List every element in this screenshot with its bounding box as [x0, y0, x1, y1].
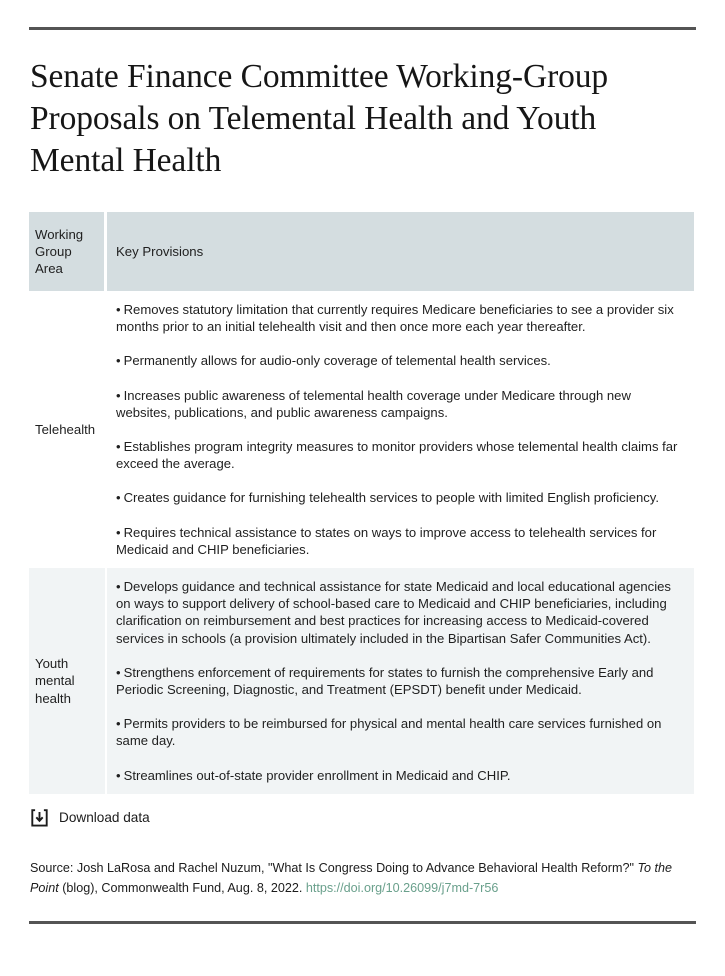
list-item — [116, 578, 682, 647]
bullet-glyph: • — [116, 579, 121, 595]
bullet-glyph: • — [116, 524, 121, 540]
list-item-text: Develops guidance and technical assistance for state Medicaid and local educational agencies on ways to support delivery of school-based care to Medicaid and CHIP beneficiaries, including clarification on reimbursement and best practices for increasing access to Medicaid-covered services in schools (a provision ultimately included in the Bipartisan Safer Communities Act). — [116, 579, 671, 646]
bottom-divider — [29, 921, 696, 924]
bullet-glyph: • — [116, 302, 121, 317]
bullet-glyph: • — [116, 387, 121, 403]
list-item — [116, 352, 682, 369]
page-title: Senate Finance Committee Working-Group Proposals on Telemental Health and Youth Mental Health — [30, 58, 609, 179]
bullet-glyph: • — [116, 439, 121, 455]
list-item — [116, 301, 682, 335]
table-body — [29, 291, 694, 794]
download-data-button[interactable] — [31, 809, 150, 827]
proposals-table — [29, 212, 694, 794]
list-item — [116, 524, 682, 558]
list-item — [116, 767, 682, 784]
bullet-glyph: • — [116, 716, 121, 732]
top-divider — [29, 27, 696, 30]
download-icon — [31, 809, 48, 827]
table-header-row — [29, 212, 694, 291]
list-item-text: Permits providers to be reimbursed for physical and mental health care services furnished on same day. — [116, 716, 662, 749]
list-item — [116, 387, 682, 421]
column-header-key-provisions: Key Provisions — [107, 212, 694, 291]
provision-list — [116, 301, 682, 558]
source-lead-text: Source: Josh LaRosa and Rachel Nuzum, "What Is Congress Doing to Advance Behavioral Health Reform?" — [30, 860, 638, 875]
article-figure — [0, 27, 725, 976]
download-data-label: Download data — [59, 809, 150, 825]
list-item-text: Strengthens enforcement of requirements for states to furnish the comprehensive Early and Periodic Screening, Diagnostic, and Treatment (EPSDT) benefit under Medicaid. — [116, 664, 654, 698]
list-item-text: Permanently allows for audio-only coverage of telemental health services. — [123, 353, 551, 369]
row-label-telehealth: Telehealth — [29, 291, 107, 568]
bullet-glyph: • — [116, 664, 121, 680]
list-item-text: Creates guidance for furnishing telehealth services to people with limited English proficiency. — [123, 490, 660, 506]
bullet-glyph: • — [116, 353, 121, 369]
source-middle-text: (blog), Commonwealth Fund, Aug. 8, 2022. — [58, 880, 306, 895]
provision-list — [116, 578, 682, 784]
list-item-text: Requires technical assistance to states on ways to improve access to telehealth services for Medicaid and CHIP beneficiaries. — [116, 524, 657, 557]
row-label-youth-mental-health: Youth mental health — [29, 568, 107, 794]
list-item-text: Establishes program integrity measures to monitor providers whose telemental health claims far exceed the average. — [116, 439, 678, 472]
table-row — [29, 291, 694, 568]
list-item — [116, 489, 682, 506]
list-item — [116, 715, 682, 749]
list-item — [116, 664, 682, 698]
list-item-text: Removes statutory limitation that currently requires Medicare beneficiaries to see a provider six months prior to an initial telehealth visit and then once more each year thereafter. — [116, 302, 674, 335]
bullet-glyph: • — [116, 767, 121, 783]
list-item-text: Streamlines out-of-state provider enrollment in Medicaid and CHIP. — [123, 767, 511, 783]
table-head — [29, 212, 694, 291]
source-doi-link[interactable]: https://doi.org/10.26099/j7md-7r56 — [305, 880, 499, 895]
table-row — [29, 568, 694, 794]
bullet-glyph: • — [116, 490, 121, 506]
row-provisions-telehealth — [107, 291, 694, 568]
row-provisions-youth-mental-health — [107, 568, 694, 794]
list-item — [116, 438, 682, 472]
column-header-working-group-area: Working Group Area — [29, 212, 107, 291]
list-item-text: Increases public awareness of telemental health coverage under Medicare through new websites, publications, and public awareness campaigns. — [116, 387, 631, 420]
source-citation — [30, 858, 695, 898]
source-publication-title: To the Point — [30, 860, 672, 895]
